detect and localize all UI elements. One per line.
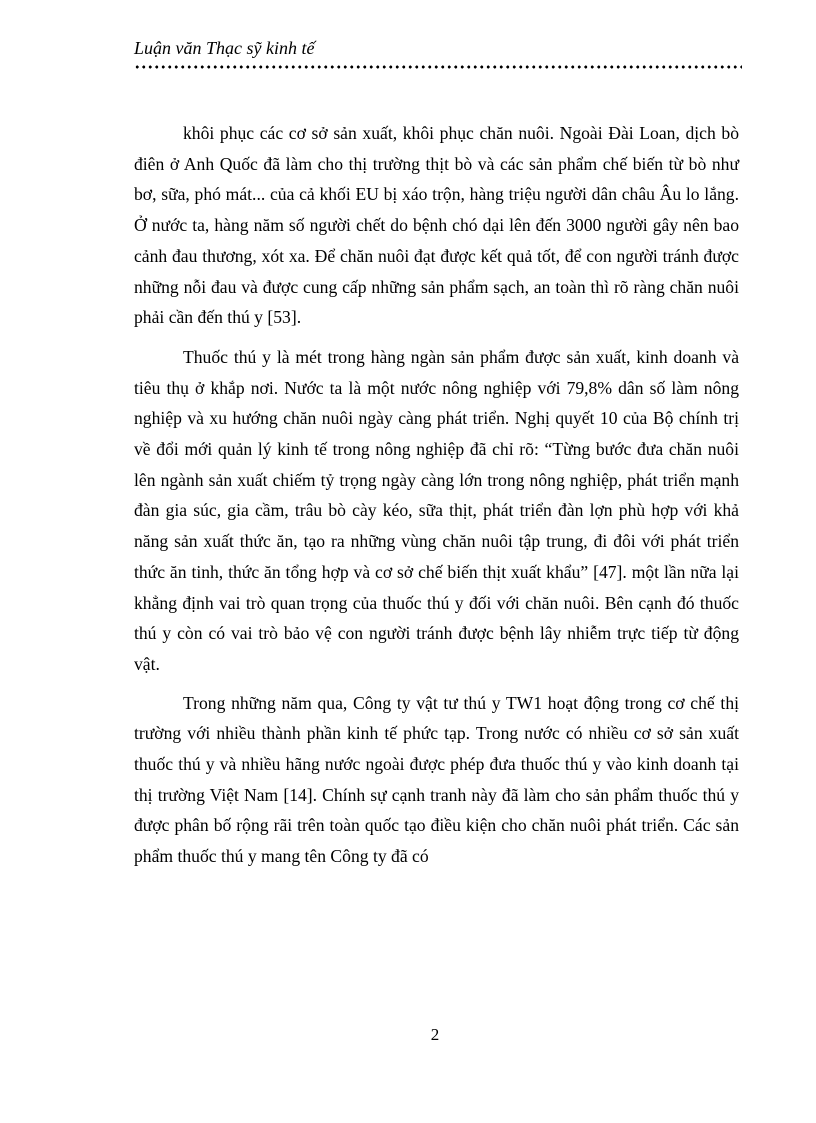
- header-title: Luận văn Thạc sỹ kinh tế: [134, 38, 315, 58]
- page-number: 2: [430, 1025, 440, 1044]
- paragraph-2: Thuốc thú y là mét trong hàng ngàn sản phẩm được sản xuất, kinh doanh và tiêu thụ ở khắp nơi. Nước ta là một nước nông nghiệp với 79,8% dân số làm nông nghiệp và xu hướng chăn nuôi ngày càng phát triển. Nghị quyết 10 của Bộ chính trị về đổi mới quản lý kinh tế trong nông nghiệp đã chỉ rõ: “Từng bước đưa chăn nuôi lên ngành sản xuất chiếm tỷ trọng ngày càng lớn trong nông nghiệp, phát triển mạnh đàn gia súc, gia cầm, trâu bò cày kéo, sữa thịt, phát triển đàn lợn phù hợp với khả năng sản xuất thức ăn, tạo ra những vùng chăn nuôi tập trung, đi đôi với phát triển thức ăn tinh, thức ăn tổng hợp và cơ sở chế biến thịt xuất khẩu” [47]. một lần nữa lại khẳng định vai trò quan trọng của thuốc thú y đối với chăn nuôi. Bên cạnh đó thuốc thú y còn có vai trò bảo vệ con người tránh được bệnh lây nhiễm trực tiếp từ động vật.: [134, 346, 739, 674]
- header-dotted-rule: [134, 65, 742, 69]
- page-header: [134, 36, 744, 60]
- paragraph-3: Trong những năm qua, Công ty vật tư thú y TW1 hoạt động trong cơ chế thị trường với nhiều thành phần kinh tế phức tạp. Trong nước có nhiều cơ sở sản xuất thuốc thú y và nhiều hãng nước ngoài được phép đưa thuốc thú y vào kinh doanh tại thị trường Việt Nam [14]. Chính sự cạnh tranh này đã làm cho sản phẩm thuốc thú y được phân bố rộng rãi trên toàn quốc tạo điều kiện cho chăn nuôi phát triển. Các sản phẩm thuốc thú y mang tên Công ty đã có: [134, 692, 739, 867]
- document-body: [134, 118, 739, 880]
- paragraph-1: khôi phục các cơ sở sản xuất, khôi phục chăn nuôi. Ngoài Đài Loan, dịch bò điên ở Anh Quốc đã làm cho thị trường thịt bò và các sản phẩm chế biến từ bò như bơ, sữa, phó mát... của cả khối EU bị xáo trộn, hàng triệu người dân châu Âu lo lắng. Ở nước ta, hàng năm số người chết do bệnh chó dại lên đến 3000 người gây nên bao cảnh đau thương, xót xa. Để chăn nuôi đạt được kết quả tốt, để con người tránh được những nỗi đau và được cung cấp những sản phẩm sạch, an toàn thì rõ ràng chăn nuôi phải cần đến thú y [53].: [134, 123, 739, 328]
